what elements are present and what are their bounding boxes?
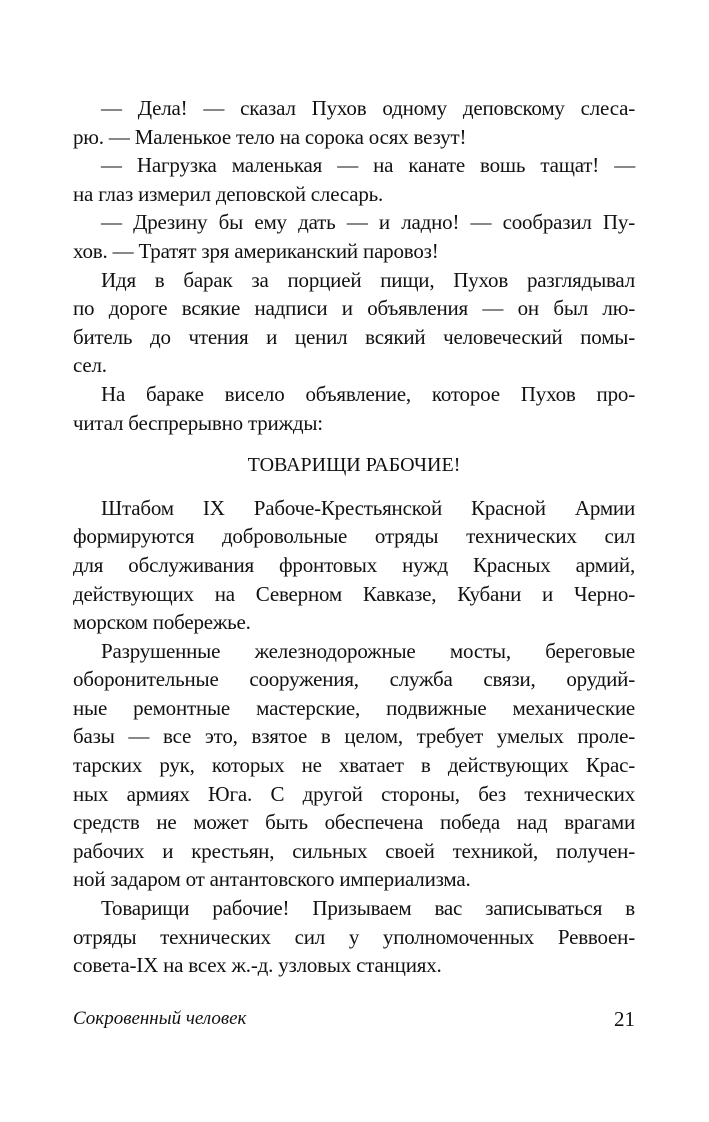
text-line: хов. — Тратят зря американский паровоз! <box>73 238 439 263</box>
page-footer <box>73 1004 635 1034</box>
text-line: рабочих и крестьян, сильных своей техникой, получен- <box>73 838 635 863</box>
text-line: действующих на Северном Кавказе, Кубани и Черно- <box>73 581 635 606</box>
paragraph-dialogue-3 <box>73 208 635 265</box>
paragraph-dialogue-1 <box>73 94 635 151</box>
paragraph-dialogue-2 <box>73 151 635 208</box>
running-title: Сокровенный человек <box>73 1008 247 1029</box>
text-line: для обслуживания фронтовых нужд Красных армий, <box>73 552 635 577</box>
text-line: ной задаром от антантовского империализма. <box>73 867 471 892</box>
announcement-paragraph-1 <box>73 494 635 637</box>
text-line: на глаз измерил деповской слесарь. <box>73 181 384 206</box>
text-line: морском побережье. <box>73 610 251 635</box>
text-line: отряды технических сил у уполномоченных Реввоен- <box>73 924 635 949</box>
text-line: читал беспрерывно трижды: <box>73 410 323 435</box>
announcement-paragraph-2 <box>73 637 635 894</box>
text-line: сел. <box>73 353 107 378</box>
text-line: ные ремонтные мастерские, подвижные механические <box>73 695 635 720</box>
text-line: На бараке висело объявление, которое Пухов про- <box>101 381 635 406</box>
text-line: Разрушенные железнодорожные мосты, береговые <box>101 638 635 663</box>
text-line: совета-IX на всех ж.-д. узловых станциях. <box>73 953 442 978</box>
text-line: ных армиях Юга. С другой стороны, без технических <box>73 781 635 806</box>
paragraph-narration-2 <box>73 380 635 437</box>
announcement-paragraph-3 <box>73 894 635 980</box>
text-line: Штабом IX Рабоче-Крестьянской Красной Армии <box>101 495 635 520</box>
page-number: 21 <box>614 1007 635 1031</box>
text-line: рю. — Маленькое тело на сорока осях везут! <box>73 124 467 149</box>
text-line: Товарищи рабочие! Призываем вас записываться в <box>101 896 635 921</box>
text-line: — Дрезину бы ему дать — и ладно! — сообразил Пу- <box>101 210 635 235</box>
text-line: тарских рук, которых не хватает в действующих Крас- <box>73 753 635 778</box>
text-line: Идя в барак за порцией пищи, Пухов разглядывал <box>101 267 635 292</box>
announcement-heading: ТОВАРИЩИ РАБОЧИЕ! <box>247 454 461 477</box>
text-line: формируются добровольные отряды технических сил <box>73 524 635 549</box>
text-line: оборонительные сооружения, служба связи, орудий- <box>73 667 635 692</box>
text-line: битель до чтения и ценил всякий человеческий помы- <box>73 324 635 349</box>
paragraph-narration-1 <box>73 266 635 380</box>
text-line: по дороге всякие надписи и объявления — он был лю- <box>73 296 635 321</box>
text-line: — Нагрузка маленькая — на канате вошь тащат! — <box>101 153 635 178</box>
text-line: базы — все это, взятое в целом, требует умелых проле- <box>73 724 635 749</box>
page-text <box>73 94 635 980</box>
text-line: — Дела! — сказал Пухов одному деповскому слеса- <box>101 96 635 120</box>
text-line: средств не может быть обеспечена победа над врагами <box>73 810 635 835</box>
